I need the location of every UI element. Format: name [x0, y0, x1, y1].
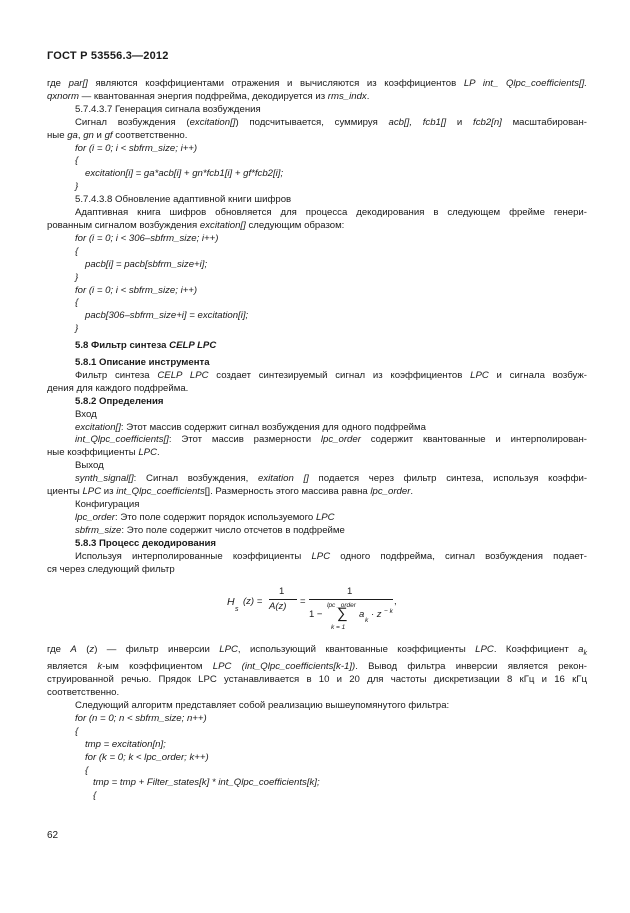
subsection-heading: 5.7.4.3.8 Обновление адаптивной книги шифров [75, 194, 292, 206]
sum-term: a [359, 609, 365, 621]
code-line: { [93, 790, 97, 802]
paragraph-line: Сигнал возбуждения (excitation[]) подсчитывается, суммируя acb[], fcb1[] и fcb2[n] масштабирован- [75, 116, 587, 128]
fraction1-denominator: A(z) [269, 601, 287, 613]
code-line: tmp = excitation[n]; [85, 738, 166, 750]
sum-lower-limit: k = 1 [331, 624, 346, 632]
code-line: excitation[i] = ga*acb[i] + gn*fcb1[i] + gf*fcb2[i]; [85, 168, 284, 180]
paragraph-line: Фильтр синтеза CELP LPC создает синтезируемый сигнал из коэффициентов LPC и сигнала возбуж- [75, 369, 587, 381]
code-line: { [75, 297, 79, 309]
label-input: Вход [75, 408, 97, 420]
paragraph-line: дения для каждого подфрейма. [47, 382, 189, 394]
definition-line: sbfrm_size: Это поле содержит число отсчетов в подфрейме [75, 524, 345, 536]
page-number: 62 [47, 830, 59, 841]
subsection-heading: 5.8.1 Описание инструмента [75, 357, 210, 369]
paragraph-line: qxnorm — квантованная энергия подфрейма, декодируется из rms_indx. [47, 90, 370, 102]
definition-line: excitation[]: Этот массив содержит сигнал возбуждения для одного подфрейма [75, 421, 426, 433]
sum-symbol: ∑ [337, 605, 348, 623]
label-config: Конфигурация [75, 499, 140, 510]
code-line: } [75, 323, 79, 335]
page-content [47, 78, 587, 803]
formula-lhs-arg: (z) = [243, 596, 263, 608]
code-line: for (i = 0; i < sbfrm_size; i++) [75, 142, 198, 154]
code-line: } [75, 271, 79, 283]
code-line: for (n = 0; n < sbfrm_size; n++) [75, 712, 207, 724]
fraction2-numerator: 1 [347, 586, 353, 598]
paragraph-line: где par[] являются коэффициентами отражения и вычисляются из коэффициентов LP int_ Qlpc_coefficients[]. [47, 78, 587, 89]
sum-exponent: − k [384, 608, 393, 616]
definition-line: циенты LPC из int_Qlpc_coefficients[]. Размерность этого массива равна lpc_order. [47, 486, 414, 498]
subsection-heading: 5.7.4.3.7 Генерация сигнала возбуждения [75, 103, 261, 115]
definition-line: ные коэффициенты LPC. [47, 447, 160, 459]
code-line: } [75, 181, 79, 193]
definition-line: lpc_order: Это поле содержит порядок используемого LPC [75, 511, 335, 523]
formula-lhs: H [227, 596, 235, 609]
code-line: { [75, 245, 79, 257]
code-line: for (i = 0; i < 306–sbfrm_size; i++) [75, 232, 219, 244]
definition-line: int_Qlpc_coefficients[]: Этот массив размерности lpc_order содержит квантованные и интерполирован- [75, 434, 587, 446]
code-line: for (i = 0; i < sbfrm_size; i++) [75, 284, 198, 296]
paragraph-line: ные ga, gn и gf соответственно. [47, 129, 188, 141]
paragraph-line: струированной речью. Прядок LPC устанавливается в 10 и 20 для частоты дискретизации 8 кГц и 16 кГц [47, 674, 587, 686]
definition-line: synth_signal[]: Сигнал возбуждения, exitation [] подается через фильтр синтеза, используя коэффи- [75, 473, 588, 485]
paragraph-line: где A (z) — фильтр инверсии LPC, использующий квантованные коэффициенты LPC. Коэффициент $a_k$ [47, 644, 587, 658]
paragraph-line: Адаптивная книга шифров обновляется для процесса декодирования в следующем фрейме генери- [75, 207, 587, 219]
label-output: Выход [75, 460, 104, 472]
sum-term-sub: k [365, 617, 369, 625]
formula-lhs-sub: s [235, 606, 239, 614]
code-line: { [85, 764, 89, 776]
formula-equals: = [300, 596, 306, 608]
paragraph-line: ся через следующий фильтр [47, 563, 175, 575]
paragraph-line: Следующий алгоритм представляет собой реализацию вышеупомянутого фильтра: [75, 699, 450, 711]
document-header: ГОСТ Р 53556.3—2012 [47, 50, 169, 62]
subsection-heading: 5.8.3 Процесс декодирования [75, 537, 217, 549]
formula-comma: , [394, 596, 397, 608]
transfer-function-formula [47, 582, 587, 640]
paragraph-line: рованным сигналом возбуждения excitation[] следующим образом: [47, 219, 345, 231]
subsection-heading: 5.8.2 Определения [75, 395, 164, 407]
code-line: for (k = 0; k < lpc_order; k++) [85, 751, 209, 763]
sum-upper-limit: lpc _order [327, 602, 356, 610]
formula-one-minus: 1 − [309, 609, 323, 621]
sum-dot-z: · z [371, 609, 382, 621]
paragraph-line: является k-ым коэффициентом LPC (int_Qlpc_coefficients[k-1]). Вывод фильтра инверсии является рекон- [47, 661, 588, 673]
paragraph-line: Используя интерполированные коэффициенты LPC одного подфрейма, сигнал возбуждения подает- [75, 550, 588, 562]
code-line: pacb[i] = pacb[sbfrm_size+i]; [85, 258, 208, 270]
code-line: pacb[306–sbfrm_size+i] = excitation[i]; [85, 310, 249, 322]
code-line: { [75, 155, 79, 167]
section-heading: 5.8 Фильтр синтеза CELP LPC [75, 340, 217, 352]
code-line: { [75, 725, 79, 737]
paragraph-line: соответственно. [47, 687, 120, 699]
fraction1-numerator: 1 [279, 586, 285, 598]
code-line: tmp = tmp + Filter_states[k] * int_Qlpc_coefficients[k]; [93, 777, 320, 789]
